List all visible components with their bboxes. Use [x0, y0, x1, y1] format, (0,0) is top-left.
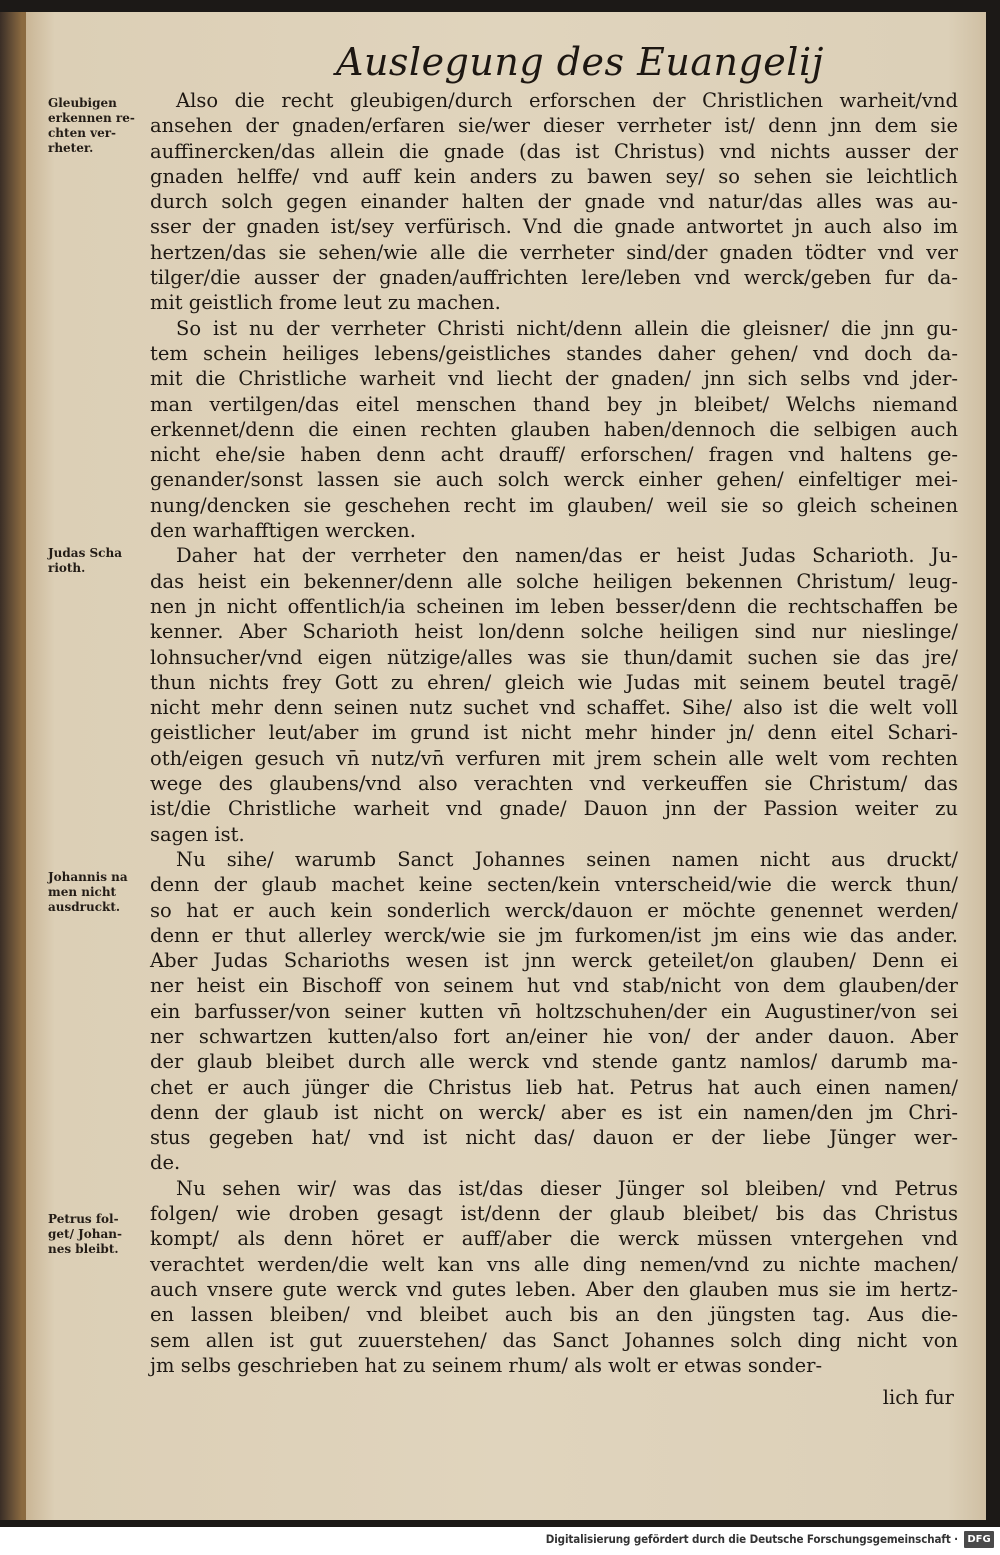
text-line: nicht mehr denn seinen nutz suchet vnd schaffet. Sihe/ also ist die welt voll [150, 696, 958, 720]
body-text [150, 88, 958, 1378]
text-line: So ist nu der verrheter Christi nicht/denn allein die gleisner/ die jnn gu- [176, 316, 958, 340]
text-line: folgen/ wie droben gesagt ist/denn der glaub bleibet/ bis das Christus [150, 1202, 958, 1226]
text-line: mit die Christliche warheit vnd liecht der gnaden/ jnn sich selbs vnd jder- [150, 367, 958, 391]
text-line: jm selbs geschrieben hat zu seinem rhum/ als wolt er etwas sonder- [150, 1353, 823, 1377]
text-line: auffinercken/das allein die gnade (das ist Christus) vnd nichts ausser der [150, 139, 958, 163]
text-line: ein barfusser/von seiner kutten vn̄ holtzschuhen/der ein Augustiner/von sei [150, 999, 958, 1023]
text-line: kompt/ als denn höret er auff/aber die werck müssen vntergehen vnd [150, 1227, 958, 1251]
text-line: nicht ehe/sie haben denn acht drauff/ erforschen/ fragen vnd haltens ge- [150, 443, 958, 467]
text-line: de. [150, 1151, 181, 1175]
text-line: ner heist ein Bischoff von seinem hut vnd stab/nicht von dem glauben/der [150, 974, 958, 998]
text-line: tilger/die ausser der gnaden/auffrichten lere/leben vnd werck/geben fur da- [150, 266, 958, 290]
paragraph [150, 543, 958, 847]
text-line: Nu sehen wir/ was das ist/das dieser Jünger sol bleiben/ vnd Petrus [176, 1176, 958, 1200]
text-line: sser der gnaden ist/sey verfürisch. Vnd die gnade antwortet jn auch also im [150, 215, 958, 239]
text-line: Nu sihe/ warumb Sanct Johannes seinen namen nicht aus druckt/ [176, 847, 958, 871]
paragraph [150, 847, 958, 1176]
text-line: sem allen ist gut zuuerstehen/ das Sanct Johannes solch ding nicht von [150, 1328, 958, 1352]
margin-note: Petrus fol- get/ Johan- nes bleibt. [48, 1212, 123, 1256]
margin-note: Gleubigen erkennen re- chten ver- rheter. [48, 96, 135, 155]
page-title: Auslegung des Euangelij [336, 40, 824, 84]
text-line: so hat er auch kein sonderlich werck/dauon er möchte genennet werden/ [150, 898, 958, 922]
book-spine [0, 12, 22, 1520]
text-line: erkennet/denn die einen rechten glauben haben/dennoch die selbigen auch [150, 417, 958, 441]
text-line: en lassen bleiben/ vnd bleibet auch bis an den jüngsten tag. Aus die- [150, 1303, 958, 1327]
text-line: Daher hat der verrheter den namen/das er heist Judas Scharioth. Ju- [176, 544, 958, 568]
digitization-credit: Digitalisierung gefördert durch die Deutsche Forschungsgemeinschaft · [545, 1532, 958, 1546]
text-line: stus gegeben hat/ vnd ist nicht das/ dauon er der liebe Jünger wer- [150, 1126, 958, 1150]
text-line: den warhafftigen wercken. [150, 519, 416, 543]
text-line: nen jn nicht offentlich/ia scheinen im leben besser/denn die rechtschaffen be [150, 594, 958, 618]
text-line: denn er thut allerley werck/wie sie jm furkomen/ist jm eins wie das ander. [150, 923, 958, 947]
text-line: genander/sonst lassen sie auch solch werck einher gehen/ einfeltiger mei- [150, 468, 958, 492]
text-line: der glaub bleibet durch alle werck vnd stende gantz namlos/ darumb ma- [150, 1050, 958, 1074]
text-line: gnaden helffe/ vnd auff kein anders zu bawen sey/ so sehen sie leichtlich [150, 164, 958, 188]
dfg-logo: DFG [964, 1531, 994, 1548]
text-line: denn der glaub ist nicht on werck/ aber es ist ein namen/den jm Chri- [150, 1100, 958, 1124]
paragraph [150, 316, 958, 544]
text-line: lohnsucher/vnd eigen nützige/alles was sie thun/damit suchen sie das jre/ [150, 645, 958, 669]
text-line: ist/die Christliche warheit vnd gnade/ Dauon jnn der Passion weiter zu [150, 797, 958, 821]
margin-note: Johannis na men nicht ausdruckt. [48, 870, 128, 914]
text-line: chet er auch jünger die Christus lieb hat. Petrus hat auch einen namen/ [150, 1075, 958, 1099]
text-line: denn der glaub machet keine secten/kein vnterscheid/wie die werck thun/ [150, 873, 958, 897]
text-line: Also die recht gleubigen/durch erforschen der Christlichen warheit/vnd [176, 89, 958, 112]
text-line: oth/eigen gesuch vn̄ nutz/vn̄ verfuren mit jrem schein alle welt vom rechten [150, 746, 958, 770]
text-line: wege des glaubens/vnd also verachten vnd verkeuffen sie Christum/ das [150, 772, 958, 796]
text-line: durch solch gegen einander halten der gnade vnd natur/das alles was au- [150, 190, 958, 214]
margin-note: Judas Scha rioth. [48, 546, 122, 575]
paragraph [150, 1176, 958, 1378]
text-line: thun nichts frey Gott zu ehren/ gleich wie Judas mit seinem beutel tragē/ [150, 670, 958, 694]
text-line: kenner. Aber Scharioth heist lon/denn solche heiligen sind nur nieslinge/ [150, 620, 958, 644]
text-line: tem schein heiliges lebens/geistliches standes daher gehen/ vnd doch da- [150, 341, 958, 365]
text-line: ner schwartzen kutten/also fort an/einer hie von/ der ander dauon. Aber [150, 1024, 958, 1048]
text-line: mit geistlich frome leut zu machen. [150, 291, 501, 315]
text-line: ansehen der gnaden/erfaren sie/wer dieser verrheter ist/ denn jnn dem sie [150, 114, 958, 138]
catchword: lich fur [882, 1386, 954, 1409]
text-line: das heist ein bekenner/denn alle solche heiligen bekennen Christum/ leug- [150, 569, 958, 593]
text-line: Aber Judas Scharioths wesen ist jnn werck geteilet/on glauben/ Denn ei [150, 949, 958, 973]
text-line: sagen ist. [150, 822, 245, 846]
text-line: auch vnsere gute werck vnd gutes leben. Aber den glauben mus sie im hertz- [150, 1277, 958, 1301]
text-line: nung/dencken sie geschehen recht im glauben/ weil sie so gleich scheinen [150, 493, 958, 517]
paragraph [150, 88, 958, 316]
text-line: hertzen/das sie sehen/wie alle die verrheter sind/der gnaden tödter vnd ver [150, 240, 958, 264]
text-line: geistlicher leut/aber im grund ist nicht mehr hinder jn/ denn eitel Schari- [150, 721, 958, 745]
text-line: verachtet werden/die welt kan vns alle ding nemen/vnd zu nichte machen/ [150, 1252, 958, 1276]
text-line: man vertilgen/das eitel menschen thand bey jn bleibet/ Welchs niemand [150, 392, 958, 416]
